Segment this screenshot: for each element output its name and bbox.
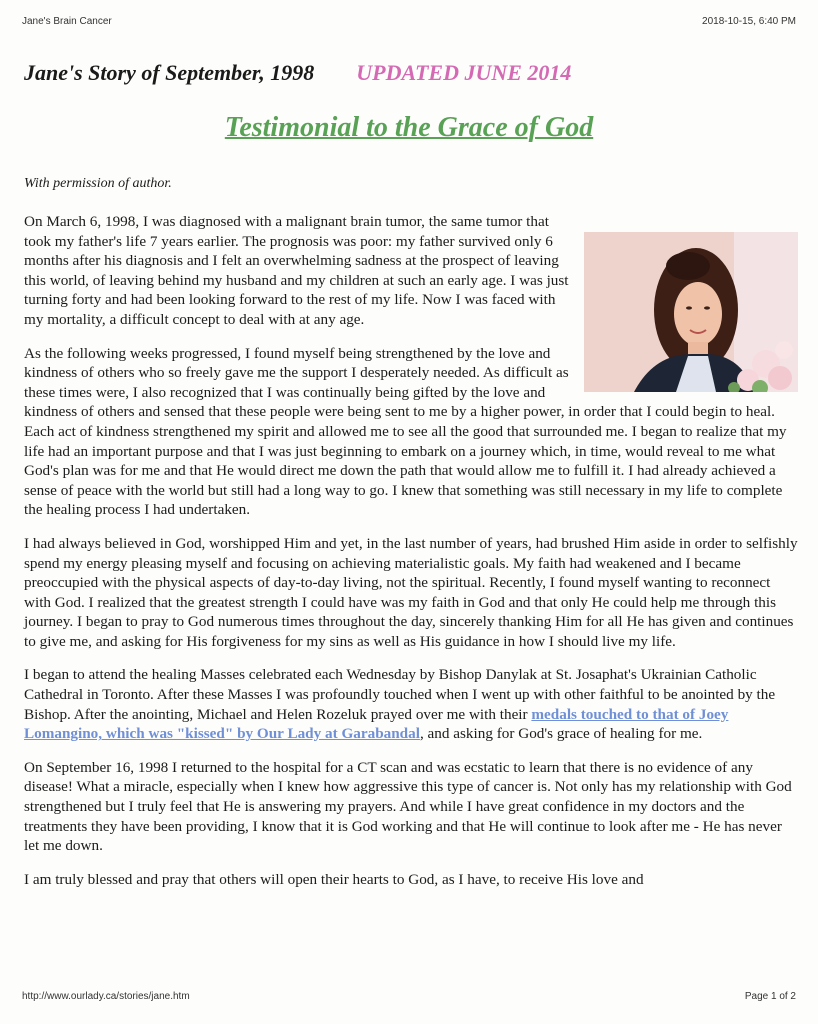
story-title: Jane's Story of September, 1998	[24, 60, 315, 85]
paragraph-healing-masses-end: , and asking for God's grace of healing for me.	[419, 725, 703, 743]
footer-page-number: Page 1 of 2	[744, 991, 796, 1002]
article-body	[24, 212, 798, 903]
paragraph-healing-masses	[24, 665, 798, 743]
footer-url: http://www.ourlady.ca/stories/jane.htm	[22, 991, 190, 1002]
paragraph-healing-masses-start: I began to attend the healing Masses celebrated each Wednesday by Bishop Danylak at St. Josaphat's Ukrainian Catholic Cathedral in Toronto. After these Masses I was profoundly touched when I went up with other faithful to be anointed by the Bishop. After the anointing, Michael and Helen Rozeluk prayed over me with their	[24, 666, 776, 723]
portrait-photo-icon	[584, 232, 798, 392]
testimonial-heading: Testimonial to the Grace of God	[224, 112, 594, 143]
updated-label: UPDATED JUNE 2014	[356, 60, 572, 85]
portrait-photo	[584, 232, 798, 392]
garabandal-medals-link[interactable]: medals touched to that of Joey Lomangino, which was "kissed" by Our Lady at Garabandal	[24, 705, 729, 743]
title-row	[24, 60, 571, 86]
paragraph-ct-scan: On September 16, 1998 I returned to the hospital for a CT scan and was ecstatic to learn that there is no evidence of any disease! What a miracle, especially when I knew how aggressive this type of cancer is. Not only has my relationship with God strengthened but I truly feel that He is answering my prayers. And while I have great confidence in my doctors and the treatments they have been providing, I know that it is God working and that He will continue to look after me - He has never let me down.	[24, 758, 792, 855]
permission-note: With permission of author.	[24, 176, 172, 191]
page-header-title: Jane's Brain Cancer	[22, 16, 112, 27]
paragraph-diagnosis: On March 6, 1998, I was diagnosed with a malignant brain tumor, the same tumor that took my father's life 7 years earlier. The prognosis was poor: my father survived only 6 months after his diagnosis and I felt an overwhelming sadness at the prospect of leaving this world, of leaving behind my husband and my children at such an early age. I was just turning forty and had been looking forward to the rest of my life. Now I was faced with my mortality, a difficult concept to deal with at any age.	[24, 213, 569, 328]
paragraph-blessed: I am truly blessed and pray that others will open their hearts to God, as I have, to receive His love and	[24, 870, 644, 888]
page-header-timestamp: 2018-10-15, 6:40 PM	[702, 16, 796, 27]
paragraph-faith: I had always believed in God, worshipped Him and yet, in the last number of years, had brushed Him aside in order to selfishly spend my energy pleasing myself and focusing on achieving materialistic goals. My faith had weakened and I became preoccupied with the physical aspects of day-to-day living, not the spiritual. Recently, I found myself wanting to reconnect with God. I realized that the greatest strength I could have was my faith in God and that only He could help me through this journey. I began to pray to God numerous times throughout the day, sincerely thanking Him for all He has given and continues to give me, and asking for His forgiveness for my sins as well as His guidance in how I should live my life.	[24, 534, 798, 650]
paragraph-strengthened: As the following weeks progressed, I found myself being strengthened by the love and kindness of others who so freely gave me the support I desperately needed. As difficult as these times were, I also recognized that I was continually being gifted by the love and kindness of others and sensed that these people were being sent to me by a higher power, in order that I could begin to heal. Each act of kindness strengthened my spirit and allowed me to see all the good that surrounded me. I began to realize that my life had an important purpose and that I was just beginning to embark on a journey which, in time, would reveal to me what God's plan was for me and that He would direct me down the path that would allow me to fulfill it. I had already achieved a sense of peace with the world but still had a long way to go. I knew that something was still necessary in my life to complete the healing process I had undertaken.	[24, 344, 787, 519]
